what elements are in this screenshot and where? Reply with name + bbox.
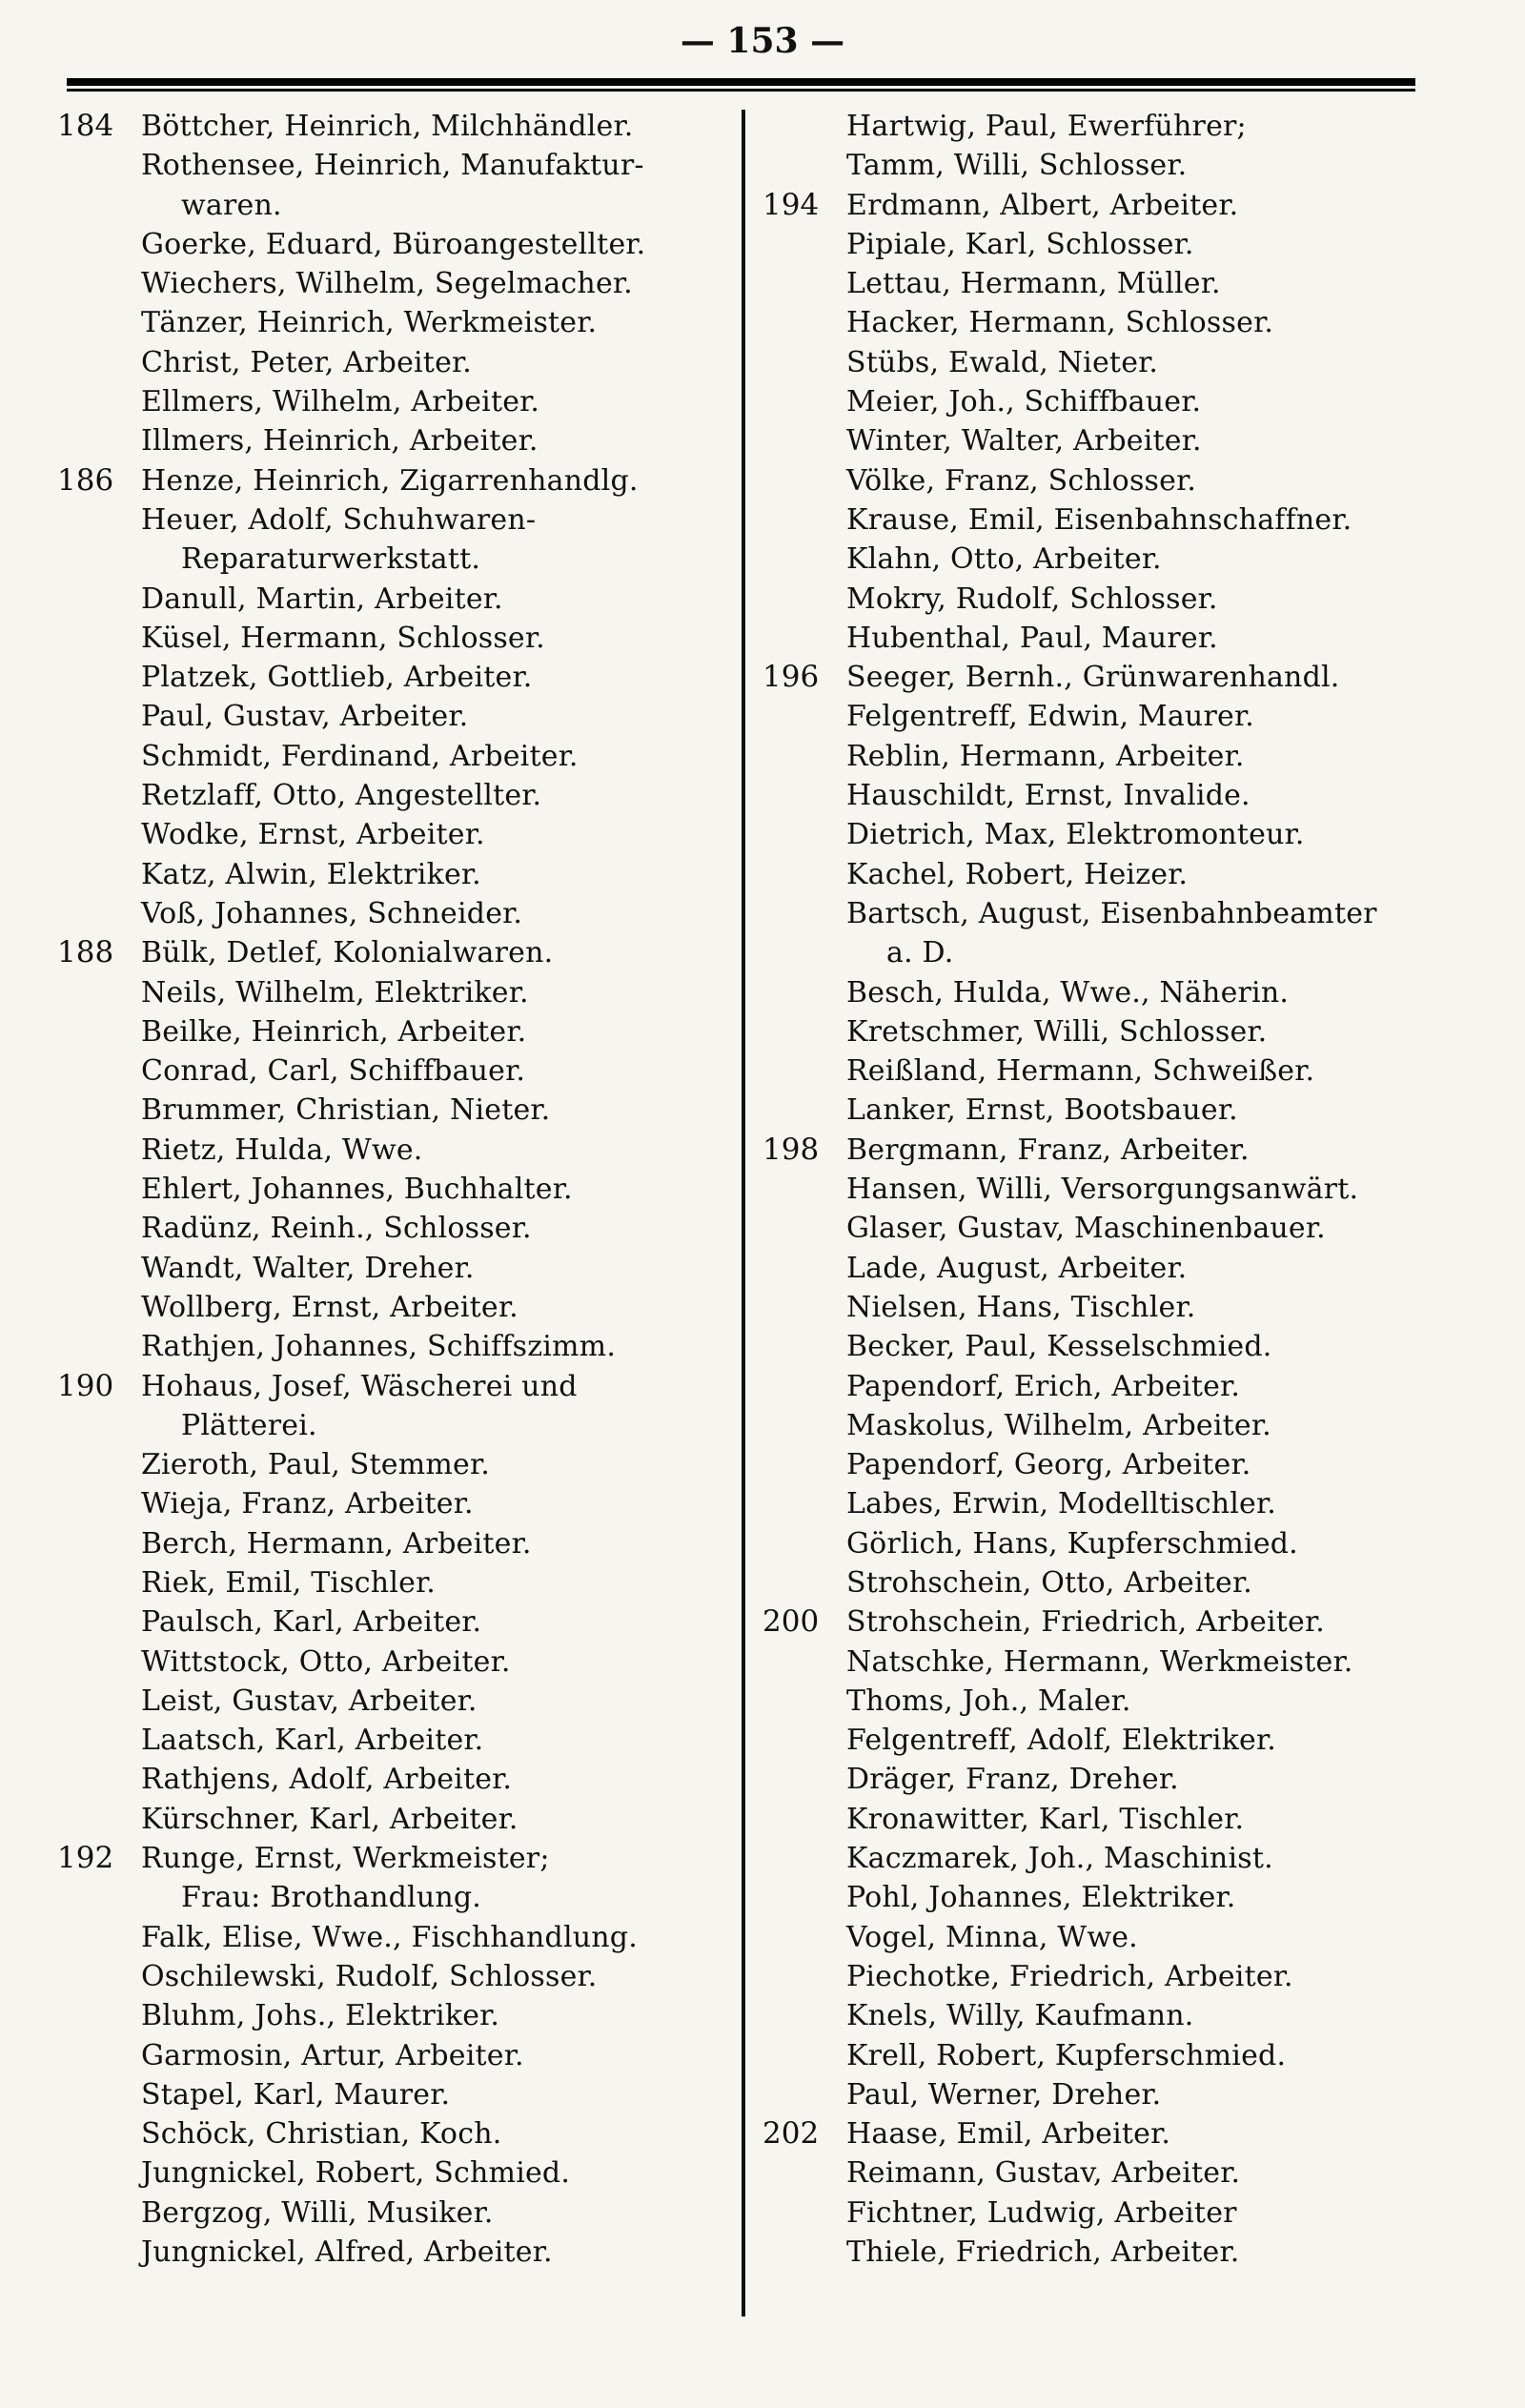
resident-entry: Schöck, Christian, Koch. [141, 2117, 502, 2152]
directory-entry [57, 540, 729, 579]
house-number: 184 [57, 109, 114, 143]
house-number: 194 [762, 187, 820, 222]
directory-entry [762, 1327, 1444, 1366]
resident-entry: Laatsch, Karl, Arbeiter. [141, 1724, 484, 1758]
directory-entry [762, 1602, 1444, 1642]
directory-entry [762, 1131, 1444, 1170]
entry-continuation: Plätterei. [181, 1408, 317, 1442]
directory-entry [57, 1249, 729, 1288]
directory-entry [57, 1484, 729, 1523]
directory-entry [57, 1602, 729, 1642]
resident-entry: Schmidt, Ferdinand, Arbeiter. [141, 739, 579, 773]
directory-entry [762, 697, 1444, 736]
resident-entry: Becker, Paul, Kesselschmied. [846, 1330, 1272, 1364]
directory-entry [762, 737, 1444, 776]
directory-entry [762, 1878, 1444, 1917]
resident-entry: Kaczmarek, Joh., Maschinist. [846, 1842, 1273, 1876]
header-rule [67, 78, 1415, 86]
directory-entry [762, 1524, 1444, 1563]
directory-entry [762, 1051, 1444, 1091]
resident-entry: Papendorf, Georg, Arbeiter. [846, 1448, 1251, 1482]
resident-entry: Nielsen, Hans, Tischler. [846, 1290, 1196, 1324]
directory-entry [762, 303, 1444, 342]
directory-entry [57, 776, 729, 815]
house-number: 198 [762, 1132, 820, 1167]
resident-entry: Klahn, Otto, Arbeiter. [846, 542, 1162, 577]
resident-entry: Reißland, Hermann, Schweißer. [846, 1054, 1315, 1089]
directory-entry [762, 1839, 1444, 1878]
resident-entry: Oschilewski, Rudolf, Schlosser. [141, 1959, 598, 1993]
resident-entry: Paul, Gustav, Arbeiter. [141, 700, 469, 734]
directory-entry [762, 1957, 1444, 1996]
house-number: 186 [57, 462, 114, 498]
directory-entry [762, 619, 1444, 658]
resident-entry: Danull, Martin, Arbeiter. [141, 582, 503, 616]
directory-entry [57, 737, 729, 776]
resident-entry: Krause, Emil, Eisenbahnschaffner. [846, 502, 1352, 537]
resident-entry: Conrad, Carl, Schiffbauer. [141, 1054, 526, 1089]
house-number: 192 [57, 1841, 114, 1876]
house-number: 200 [762, 1604, 820, 1640]
directory-entry [57, 2153, 729, 2193]
directory-entry [762, 1760, 1444, 1799]
directory-entry [57, 1643, 729, 1682]
resident-entry: Kronawitter, Karl, Tischler. [846, 1802, 1245, 1836]
resident-entry: Seeger, Bernh., Grünwarenhandl. [846, 661, 1340, 695]
directory-entry [57, 1800, 729, 1839]
directory-entry [57, 619, 729, 658]
directory-entry [57, 2075, 729, 2114]
directory-entry [762, 1563, 1444, 1602]
directory-entry [762, 1721, 1444, 1760]
resident-entry: Wiechers, Wilhelm, Segelmacher. [141, 267, 633, 301]
resident-entry: Winter, Walter, Arbeiter. [846, 424, 1202, 459]
entry-continuation: Frau: Brothandlung. [181, 1881, 482, 1915]
directory-entry [57, 1563, 729, 1602]
resident-entry: Kretschmer, Willi, Schlosser. [846, 1014, 1268, 1049]
resident-entry: Strohschein, Friedrich, Arbeiter. [846, 1605, 1325, 1640]
resident-entry: Maskolus, Wilhelm, Arbeiter. [846, 1408, 1271, 1442]
resident-entry: Hohaus, Josef, Wäscherei und [141, 1369, 578, 1403]
resident-entry: Fichtner, Ludwig, Arbeiter [846, 2195, 1237, 2230]
resident-entry: Falk, Elise, Wwe., Fischhandlung. [141, 1920, 638, 1954]
column-divider [742, 110, 745, 2316]
directory-entry [57, 303, 729, 342]
directory-entry [57, 855, 729, 894]
house-number: 190 [57, 1368, 114, 1403]
directory-entry [762, 1170, 1444, 1209]
resident-entry: Bülk, Detlef, Kolonialwaren. [141, 936, 554, 970]
resident-entry: Runge, Ernst, Werkmeister; [141, 1842, 550, 1876]
directory-entry [57, 2194, 729, 2233]
resident-entry: Ehlert, Johannes, Buchhalter. [141, 1173, 573, 1207]
directory-entry [762, 894, 1444, 933]
resident-entry: Heuer, Adolf, Schuhwaren- [141, 502, 537, 537]
directory-entry [57, 1760, 729, 1799]
directory-entry [57, 1957, 729, 1996]
resident-entry: Hubenthal, Paul, Maurer. [846, 621, 1218, 655]
resident-entry: Radünz, Reinh., Schlosser. [141, 1212, 532, 1246]
directory-entry [762, 500, 1444, 540]
resident-entry: Thiele, Friedrich, Arbeiter. [846, 2235, 1240, 2270]
directory-entry [762, 1918, 1444, 1957]
resident-entry: Rothensee, Heinrich, Manufaktur- [141, 149, 644, 183]
resident-entry: Tamm, Willi, Schlosser. [846, 149, 1188, 183]
directory-entry [762, 1367, 1444, 1406]
resident-entry: Jungnickel, Alfred, Arbeiter. [141, 2235, 553, 2270]
resident-entry: Lettau, Hermann, Müller. [846, 267, 1221, 301]
resident-entry: Hansen, Willi, Versorgungsanwärt. [846, 1173, 1359, 1207]
entry-continuation: Reparaturwerkstatt. [181, 542, 481, 577]
resident-entry: Zieroth, Paul, Stemmer. [141, 1448, 490, 1482]
resident-entry: Glaser, Gustav, Maschinenbauer. [846, 1212, 1326, 1246]
resident-entry: Wieja, Franz, Arbeiter. [141, 1487, 474, 1521]
directory-entry [762, 1484, 1444, 1523]
directory-entry [57, 2036, 729, 2075]
resident-entry: Henze, Heinrich, Zigarrenhandlg. [141, 463, 639, 498]
resident-entry: Riek, Emil, Tischler. [141, 1565, 437, 1600]
resident-entry: Rathjen, Johannes, Schiffszimm. [141, 1330, 617, 1364]
resident-entry: Wittstock, Otto, Arbeiter. [141, 1644, 511, 1679]
directory-entry [762, 1800, 1444, 1839]
directory-entry [762, 2194, 1444, 2233]
directory-entry [57, 382, 729, 421]
directory-entry [57, 1327, 729, 1366]
resident-entry: Paul, Werner, Dreher. [846, 2077, 1162, 2112]
directory-entry [762, 933, 1444, 972]
directory-entry [57, 815, 729, 854]
directory-entry [57, 500, 729, 540]
directory-entry [762, 146, 1444, 185]
resident-entry: Retzlaff, Otto, Angestellter. [141, 779, 542, 813]
directory-entry [762, 1996, 1444, 2035]
resident-entry: Platzek, Gottlieb, Arbeiter. [141, 661, 533, 695]
resident-entry: Beilke, Heinrich, Arbeiter. [141, 1014, 527, 1049]
resident-entry: Reblin, Hermann, Arbeiter. [846, 739, 1245, 773]
resident-entry: Böttcher, Heinrich, Milchhändler. [141, 110, 634, 143]
resident-entry: Lade, August, Arbeiter. [846, 1251, 1188, 1285]
directory-entry [57, 933, 729, 972]
resident-entry: Dietrich, Max, Elektromonteur. [846, 818, 1305, 852]
resident-entry: Bergmann, Franz, Arbeiter. [846, 1133, 1250, 1167]
directory-entry [762, 2114, 1444, 2153]
directory-entry [57, 1170, 729, 1209]
directory-entry [762, 1288, 1444, 1327]
directory-entry [57, 1524, 729, 1563]
house-number: 188 [57, 935, 114, 970]
resident-entry: Lanker, Ernst, Bootsbauer. [846, 1093, 1238, 1128]
directory-entry [57, 1131, 729, 1170]
directory-entry [762, 776, 1444, 815]
resident-entry: Strohschein, Otto, Arbeiter. [846, 1565, 1252, 1600]
directory-entry [762, 2036, 1444, 2075]
resident-entry: Pohl, Johannes, Elektriker. [846, 1881, 1236, 1915]
directory-entry [57, 1445, 729, 1484]
directory-entry [762, 1682, 1444, 1721]
resident-entry: Dräger, Franz, Dreher. [846, 1763, 1179, 1797]
resident-entry: Natschke, Hermann, Werkmeister. [846, 1644, 1353, 1679]
directory-entry [762, 382, 1444, 421]
resident-entry: Goerke, Eduard, Büroangestellter. [141, 227, 646, 261]
left-column [57, 107, 729, 2272]
resident-entry: Meier, Joh., Schiffbauer. [846, 385, 1202, 419]
resident-entry: Leist, Gustav, Arbeiter. [141, 1684, 478, 1718]
resident-entry: Voß, Johannes, Schneider. [141, 896, 523, 930]
directory-entry [762, 343, 1444, 382]
directory-entry [57, 1209, 729, 1248]
directory-entry [57, 2114, 729, 2153]
directory-entry [57, 1918, 729, 1957]
resident-entry: Labes, Erwin, Modelltischler. [846, 1487, 1276, 1521]
resident-entry: Kürschner, Karl, Arbeiter. [141, 1802, 518, 1836]
directory-entry [57, 264, 729, 303]
directory-entry [57, 658, 729, 697]
resident-entry: Tänzer, Heinrich, Werkmeister. [141, 306, 598, 340]
resident-entry: Illmers, Heinrich, Arbeiter. [141, 424, 539, 459]
directory-entry [57, 1012, 729, 1051]
resident-entry: Kachel, Robert, Heizer. [846, 857, 1189, 891]
resident-entry: Brummer, Christian, Nieter. [141, 1093, 551, 1128]
directory-entry [57, 1091, 729, 1130]
directory-entry [57, 1288, 729, 1327]
resident-entry: Besch, Hulda, Wwe., Näherin. [846, 975, 1290, 1010]
resident-entry: Görlich, Hans, Kupferschmied. [846, 1526, 1298, 1561]
resident-entry: Christ, Peter, Arbeiter. [141, 345, 473, 379]
resident-entry: Piechotke, Friedrich, Arbeiter. [846, 1959, 1293, 1993]
directory-entry [762, 1209, 1444, 1248]
resident-entry: Bergzog, Willi, Musiker. [141, 2195, 494, 2230]
resident-entry: Stübs, Ewald, Nieter. [846, 345, 1159, 379]
resident-entry: Rathjens, Adolf, Arbeiter. [141, 1763, 513, 1797]
directory-entry [762, 1643, 1444, 1682]
directory-entry [762, 1012, 1444, 1051]
resident-entry: Haase, Emil, Arbeiter. [846, 2117, 1171, 2152]
directory-entry [762, 225, 1444, 264]
directory-entry [57, 186, 729, 225]
directory-entry [762, 2233, 1444, 2272]
resident-entry: Hacker, Hermann, Schlosser. [846, 306, 1274, 340]
resident-entry: Erdmann, Albert, Arbeiter. [846, 188, 1239, 222]
directory-entry [57, 2233, 729, 2272]
resident-entry: Jungnickel, Robert, Schmied. [141, 2156, 571, 2191]
directory-entry [57, 697, 729, 736]
resident-entry: Knels, Willy, Kaufmann. [846, 1999, 1194, 2033]
page-number: — 153 — [680, 21, 845, 61]
directory-entry [762, 107, 1444, 146]
directory-entry [762, 264, 1444, 303]
resident-entry: Stapel, Karl, Maurer. [141, 2077, 451, 2112]
resident-entry: Wodke, Ernst, Arbeiter. [141, 818, 485, 852]
resident-entry: Rietz, Hulda, Wwe. [141, 1133, 423, 1167]
directory-entry [57, 1721, 729, 1760]
resident-entry: Paulsch, Karl, Arbeiter. [141, 1605, 482, 1640]
directory-entry [762, 815, 1444, 854]
directory-entry [762, 2075, 1444, 2114]
resident-entry: Küsel, Hermann, Schlosser. [141, 621, 545, 655]
resident-entry: Mokry, Rudolf, Schlosser. [846, 582, 1218, 616]
directory-entry [762, 186, 1444, 225]
directory-entry [762, 855, 1444, 894]
directory-entry [57, 1682, 729, 1721]
resident-entry: Felgentreff, Adolf, Elektriker. [846, 1724, 1276, 1758]
directory-entry [762, 2153, 1444, 2193]
directory-entry [762, 658, 1444, 697]
house-number: 196 [762, 660, 820, 695]
directory-entry [762, 1091, 1444, 1130]
directory-entry [57, 225, 729, 264]
directory-entry [57, 421, 729, 460]
directory-entry [762, 1406, 1444, 1445]
resident-entry: Hartwig, Paul, Ewerführer; [846, 110, 1247, 143]
header-rule-thin [67, 89, 1415, 92]
directory-entry [57, 1839, 729, 1878]
house-number: 202 [762, 2116, 820, 2152]
resident-entry: Krell, Robert, Kupferschmied. [846, 2038, 1287, 2072]
directory-entry [762, 461, 1444, 500]
directory-entry [57, 894, 729, 933]
resident-entry: Papendorf, Erich, Arbeiter. [846, 1369, 1241, 1403]
directory-entry [57, 580, 729, 619]
resident-entry: Garmosin, Artur, Arbeiter. [141, 2038, 524, 2072]
resident-entry: Vogel, Minna, Wwe. [846, 1920, 1138, 1954]
resident-entry: Reimann, Gustav, Arbeiter. [846, 2156, 1241, 2191]
entry-continuation: a. D. [886, 936, 954, 970]
directory-entry [57, 343, 729, 382]
directory-entry [57, 1878, 729, 1917]
directory-entry [762, 973, 1444, 1012]
directory-entry [57, 1996, 729, 2035]
directory-entry [762, 1445, 1444, 1484]
directory-entry [57, 107, 729, 146]
directory-entry [57, 146, 729, 185]
resident-entry: Hauschildt, Ernst, Invalide. [846, 779, 1250, 813]
directory-entry [762, 540, 1444, 579]
directory-entry [57, 461, 729, 500]
resident-entry: Berch, Hermann, Arbeiter. [141, 1526, 532, 1561]
directory-entry [57, 1406, 729, 1445]
directory-entry [57, 1367, 729, 1406]
right-column [762, 107, 1444, 2272]
resident-entry: Pipiale, Karl, Schlosser. [846, 227, 1194, 261]
resident-entry: Thoms, Joh., Maler. [846, 1684, 1131, 1718]
resident-entry: Wollberg, Ernst, Arbeiter. [141, 1290, 518, 1324]
resident-entry: Bartsch, August, Eisenbahnbeamter [846, 896, 1377, 930]
resident-entry: Katz, Alwin, Elektriker. [141, 857, 481, 891]
directory-entry [57, 973, 729, 1012]
resident-entry: Felgentreff, Edwin, Maurer. [846, 700, 1254, 734]
directory-entry [762, 580, 1444, 619]
resident-entry: Ellmers, Wilhelm, Arbeiter. [141, 385, 540, 419]
directory-entry [762, 421, 1444, 460]
directory-entry [57, 1051, 729, 1091]
resident-entry: Neils, Wilhelm, Elektriker. [141, 975, 529, 1010]
resident-entry: Bluhm, Johs., Elektriker. [141, 1999, 500, 2033]
resident-entry: Völke, Franz, Schlosser. [846, 463, 1197, 498]
entry-continuation: waren. [181, 188, 282, 222]
resident-entry: Wandt, Walter, Dreher. [141, 1251, 475, 1285]
directory-entry [762, 1249, 1444, 1288]
